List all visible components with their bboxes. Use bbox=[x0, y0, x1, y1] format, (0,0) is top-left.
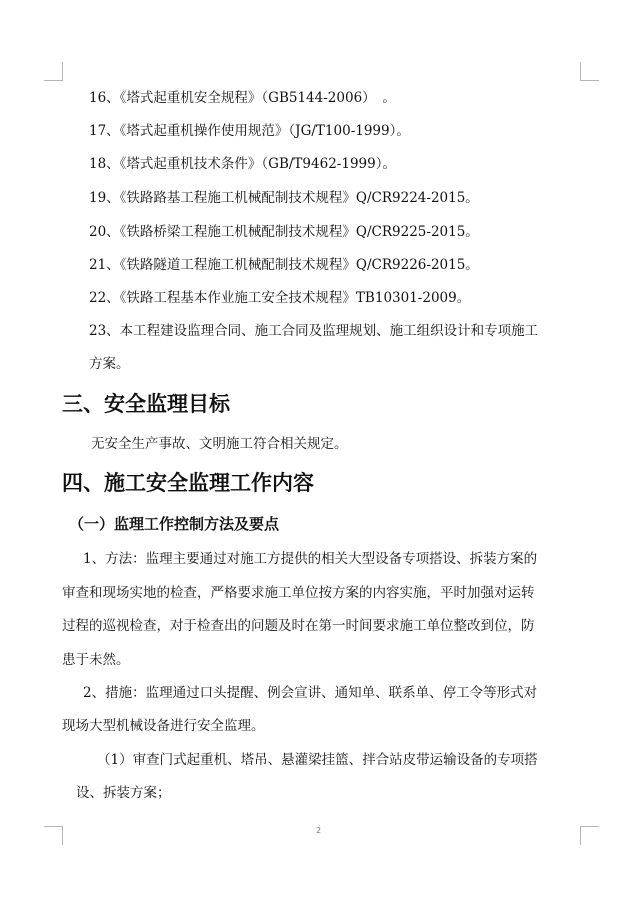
reference-item-22: 22、《铁路工程基本作业施工安全技术规程》TB10301-2009。 bbox=[89, 290, 471, 306]
crop-mark-top-left bbox=[44, 62, 63, 81]
paragraph-1-line-4: 患于未然。 bbox=[62, 652, 130, 668]
reference-item-19: 19、《铁路路基工程施工机械配制技术规程》Q/CR9224-2015。 bbox=[89, 190, 479, 206]
reference-item-16: 16、《塔式起重机安全规程》（GB5144-2006） 。 bbox=[89, 90, 396, 106]
crop-mark-bottom-right bbox=[580, 826, 599, 845]
section-4-subheading: （一）监理工作控制方法及要点 bbox=[69, 515, 280, 533]
paragraph-1-line-3: 过程的巡视检查，对于检查出的问题及时在第一时间要求施工单位整改到位，防 bbox=[62, 618, 535, 634]
section-3-body: 无安全生产事故、文明施工符合相关规定。 bbox=[91, 436, 348, 452]
page-number: 2 bbox=[316, 826, 322, 835]
paragraph-1-line-2: 审查和现场实地的检查，严格要求施工单位按方案的内容实施，平时加强对运转 bbox=[62, 585, 535, 601]
reference-item-23-cont: 方案。 bbox=[89, 356, 130, 372]
crop-mark-bottom-left bbox=[44, 826, 63, 845]
reference-item-20: 20、《铁路桥梁工程施工机械配制技术规程》Q/CR9225-2015。 bbox=[89, 224, 479, 240]
paragraph-3-line-1: （1）审查门式起重机、塔吊、悬灌梁挂篮、拌合站皮带运输设备的专项搭 bbox=[97, 752, 538, 768]
reference-item-17: 17、《塔式起重机操作使用规范》（JG/T100-1999）。 bbox=[89, 123, 410, 139]
reference-item-18: 18、《塔式起重机技术条件》（GB/T9462-1999）。 bbox=[89, 156, 396, 172]
crop-mark-top-right bbox=[580, 62, 599, 81]
paragraph-2-line-2: 现场大型机械设备进行安全监理。 bbox=[62, 718, 265, 734]
reference-item-21: 21、《铁路隧道工程施工机械配制技术规程》Q/CR9226-2015。 bbox=[89, 257, 479, 273]
section-4-heading: 四、施工安全监理工作内容 bbox=[62, 471, 314, 495]
reference-item-23: 23、本工程建设监理合同、施工合同及监理规划、施工组织设计和专项施工 bbox=[89, 323, 539, 339]
paragraph-3-line-2: 设、拆装方案； bbox=[76, 785, 171, 801]
section-3-heading: 三、安全监理目标 bbox=[62, 392, 230, 416]
paragraph-1-line-1: 1、方法：监理主要通过对施工方提供的相关大型设备专项搭设、拆装方案的 bbox=[83, 551, 538, 567]
paragraph-2-line-1: 2、措施：监理通过口头提醒、例会宣讲、通知单、联系单、停工令等形式对 bbox=[83, 685, 538, 701]
